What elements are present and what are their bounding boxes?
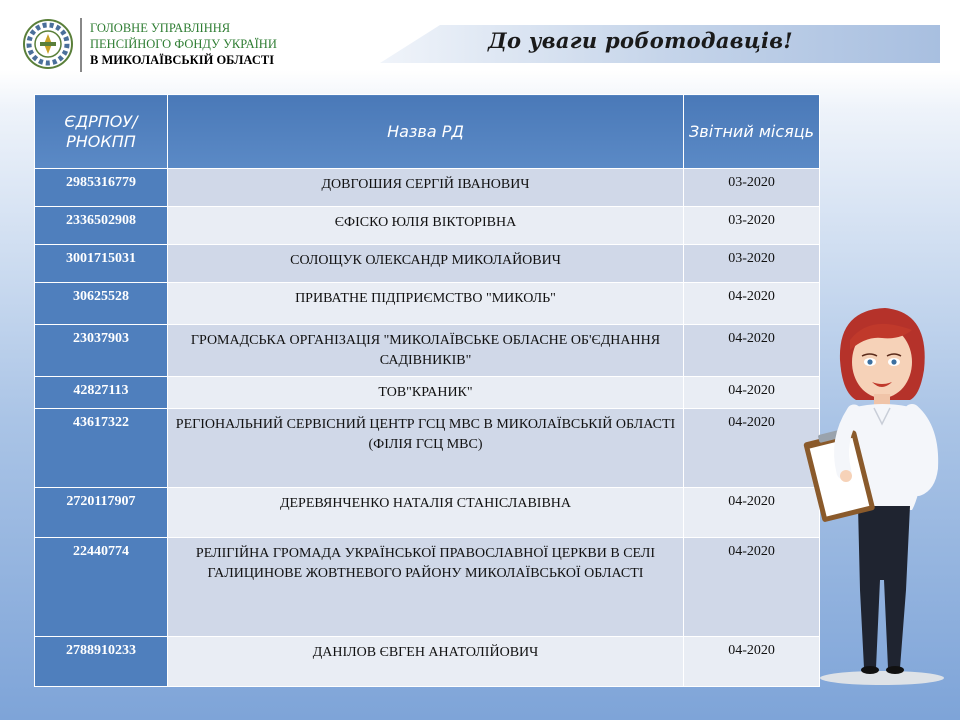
row-code: 23037903 [35, 325, 168, 377]
row-name: ЄФІСКО ЮЛІЯ ВІКТОРІВНА [167, 207, 683, 245]
table-row [35, 538, 820, 637]
row-code: 30625528 [35, 283, 168, 325]
row-code: 2788910233 [35, 637, 168, 687]
row-month: 04-2020 [684, 488, 820, 538]
table-row [35, 488, 820, 538]
row-name: РЕГІОНАЛЬНИЙ СЕРВІСНИЙ ЦЕНТР ГСЦ МВС В МИКОЛАЇВСЬКІЙ ОБЛАСТІ (ФІЛІЯ ГСЦ МВС) [167, 409, 683, 488]
row-name: СОЛОЩУК ОЛЕКСАНДР МИКОЛАЙОВИЧ [167, 245, 683, 283]
org-name-line-1: ГОЛОВНЕ УПРАВЛІННЯ [90, 21, 231, 35]
row-name: ТОВ"КРАНИК" [167, 377, 683, 409]
row-month: 03-2020 [684, 207, 820, 245]
employers-table [34, 94, 820, 687]
row-code: 22440774 [35, 538, 168, 637]
row-name: ДЕРЕВЯНЧЕНКО НАТАЛІЯ СТАНІСЛАВІВНА [167, 488, 683, 538]
table-row [35, 409, 820, 488]
table-row [35, 325, 820, 377]
row-code: 3001715031 [35, 245, 168, 283]
row-month: 04-2020 [684, 637, 820, 687]
page-title: До уваги роботодавців! [488, 28, 793, 53]
row-month: 03-2020 [684, 245, 820, 283]
row-name: ДАНІЛОВ ЄВГЕН АНАТОЛІЙОВИЧ [167, 637, 683, 687]
table-row [35, 377, 820, 409]
column-header-name: Назва РД [167, 95, 683, 169]
row-month: 04-2020 [684, 325, 820, 377]
table-row [35, 207, 820, 245]
table-row [35, 637, 820, 687]
org-name-line-2: ПЕНСІЙНОГО ФОНДУ УКРАЇНИ [90, 37, 277, 51]
table-row [35, 169, 820, 207]
row-code: 2720117907 [35, 488, 168, 538]
row-code: 42827113 [35, 377, 168, 409]
logo-divider [80, 18, 82, 72]
row-code: 2336502908 [35, 207, 168, 245]
column-header-code: ЄДРПОУ/ РНОКПП [35, 95, 168, 169]
row-name: РЕЛІГІЙНА ГРОМАДА УКРАЇНСЬКОЇ ПРАВОСЛАВНОЇ ЦЕРКВИ В СЕЛІ ГАЛИЦИНОВЕ ЖОВТНЕВОГО РАЙОНУ МИКОЛАЇВСЬКОЇ ОБЛАСТІ [167, 538, 683, 637]
row-code: 2985316779 [35, 169, 168, 207]
table-header-row [35, 95, 820, 169]
row-month: 04-2020 [684, 538, 820, 637]
row-name: ГРОМАДСЬКА ОРГАНІЗАЦІЯ "МИКОЛАЇВСЬКЕ ОБЛАСНЕ ОБ'ЄДНАННЯ САДІВНИКІВ" [167, 325, 683, 377]
row-code: 43617322 [35, 409, 168, 488]
org-name-line-3: В МИКОЛАЇВСЬКІЙ ОБЛАСТІ [90, 53, 275, 67]
row-month: 04-2020 [684, 283, 820, 325]
column-header-month: Звітний місяць [684, 95, 820, 169]
row-name: ДОВГОШИЯ СЕРГІЙ ІВАНОВИЧ [167, 169, 683, 207]
organization-name [90, 20, 277, 68]
row-month: 03-2020 [684, 169, 820, 207]
table-row [35, 283, 820, 325]
row-month: 04-2020 [684, 377, 820, 409]
row-name: ПРИВАТНЕ ПІДПРИЄМСТВО "МИКОЛЬ" [167, 283, 683, 325]
woman-with-clipboard-illustration [800, 300, 950, 690]
page-header [0, 0, 960, 80]
pension-fund-emblem-icon [22, 18, 74, 70]
table-row [35, 245, 820, 283]
row-month: 04-2020 [684, 409, 820, 488]
